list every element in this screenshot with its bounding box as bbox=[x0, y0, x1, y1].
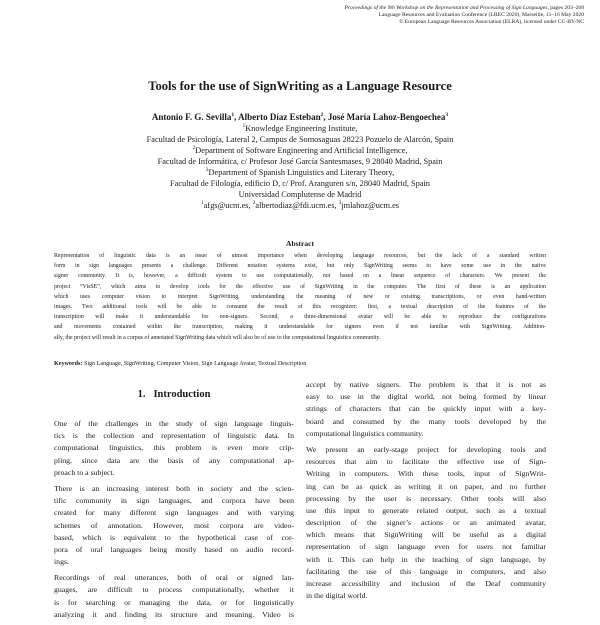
text-line: with it. This can help in the teaching of sign language, by bbox=[306, 554, 546, 564]
text-line: based, which is equivalent to the hypothetical case of cor- bbox=[54, 532, 294, 542]
paragraph bbox=[54, 572, 294, 621]
abstract-line: form in sign languages presents a challenge. Different notation systems exist, but only SignWriting seems to have some use in the native bbox=[54, 263, 546, 270]
affiliation-2 bbox=[0, 145, 600, 156]
affiliation-3-sup: 3 bbox=[205, 167, 209, 174]
affiliation-1 bbox=[0, 123, 600, 134]
email-2-sup: 2 bbox=[252, 200, 256, 207]
keywords-label: Keywords: bbox=[54, 361, 83, 367]
text-line: created for many different sign languages and with varying bbox=[54, 508, 294, 518]
left-column bbox=[54, 418, 294, 625]
author-1: Antonio F. G. Sevilla bbox=[151, 112, 232, 122]
abstract-heading: Abstract bbox=[286, 239, 314, 248]
text-line: Recordings of real utterances, both of oral or signed lan- bbox=[54, 573, 294, 583]
affiliation-2-sup: 2 bbox=[192, 145, 196, 152]
proceedings-header bbox=[144, 5, 584, 27]
text-line: easy to use in the digital world, not being formed by linear bbox=[306, 392, 546, 402]
text-line: increase accessibility and inclusion of the Deaf community bbox=[306, 579, 546, 588]
text-line: board and consumed by the many tools developed by the bbox=[306, 416, 546, 426]
text-line: use this input to generate related output, such as a textual bbox=[306, 505, 546, 515]
affiliation-1-name: Knowledge Engineering Institute, bbox=[245, 124, 358, 133]
author-block bbox=[0, 112, 600, 211]
text-line: tics is the collection and representation of linguistic data. In bbox=[54, 431, 294, 441]
affiliation-3-university: Universidad Complutense de Madrid bbox=[238, 190, 362, 199]
text-line: We present an early-stage project for developing tools and bbox=[306, 444, 546, 454]
text-line: representation of sign language even for users not familiar bbox=[306, 542, 546, 552]
text-line: proach to a subject. bbox=[54, 467, 115, 477]
paragraph bbox=[306, 444, 546, 602]
text-line: resources that aim to facilitate the effective use of Sign- bbox=[306, 457, 546, 467]
text-line: description of the signer’s actions or an animated avatar, bbox=[306, 518, 546, 528]
section-heading-introduction bbox=[54, 389, 294, 400]
author-emails bbox=[0, 200, 600, 211]
paragraph bbox=[306, 379, 546, 440]
text-line: ings. bbox=[54, 557, 69, 567]
abstract-line: and movements contained within the transcription, making it understandable for signers even if not familiar with SignWriting. Addition- bbox=[54, 324, 546, 331]
abstract-line: ally, the project will result in a corpus of annotated SignWriting data which will also be of use to the computational linguistics community. bbox=[54, 334, 381, 341]
affiliation-3 bbox=[0, 167, 600, 178]
abstract-line: which uses computer vision to interpret SignWriting, understanding the meaning of new or existing transcriptions, or even hand-written bbox=[54, 293, 546, 300]
paragraph bbox=[54, 483, 294, 568]
section-number: 1. bbox=[137, 389, 146, 400]
author-3-sup: 3 bbox=[445, 112, 449, 118]
text-line: tific community in sign languages, and corpora have been bbox=[54, 496, 294, 506]
keywords bbox=[54, 361, 546, 367]
email-1-sup: 1 bbox=[201, 200, 204, 207]
author-2-sup: 2 bbox=[320, 112, 324, 118]
affiliation-1-sup: 1 bbox=[242, 123, 246, 130]
text-line: computational linguistics, this problem is even more crip- bbox=[54, 443, 294, 453]
right-column bbox=[306, 379, 546, 606]
author-2: , Alberto Díaz Esteban bbox=[234, 112, 321, 122]
affiliation-3-name: Department of Spanish Linguistics and Literary Theory, bbox=[208, 168, 395, 177]
paragraph bbox=[54, 418, 294, 479]
text-line: ing can be as quick as writing it on paper, and no further bbox=[306, 481, 546, 491]
text-line: guages, are difficult to process computationally, whether it bbox=[54, 585, 294, 595]
keywords-list: Sign Language, SignWriting, Computer Vision, Sign Language Avatar, Textual Description bbox=[82, 361, 307, 367]
header-line-2: Language Resources and Evaluation Conference (LREC 2020), Marseille, 11–16 May 2020 bbox=[378, 12, 584, 19]
email-3[interactable]: jmlahoz@ucm.es bbox=[341, 201, 399, 210]
text-line: is for searching or managing the data, or for linguistically bbox=[54, 597, 294, 607]
email-1[interactable]: afgs@ucm.es, bbox=[203, 201, 253, 210]
text-line: There is an increasing interest both in society and the scien- bbox=[54, 483, 294, 493]
header-pages: , pages 203–208 bbox=[547, 5, 584, 11]
text-line: One of the challenges in the study of sign language linguis- bbox=[54, 419, 294, 428]
text-line: computational linguistics community. bbox=[306, 428, 424, 438]
abstract-text bbox=[54, 251, 546, 343]
text-line: accept by native signers. The problem is that it is not as bbox=[306, 380, 546, 389]
section-title: Introduction bbox=[153, 389, 211, 400]
affiliation-2-name: Department of Software Engineering and Artificial Intelligence, bbox=[195, 146, 408, 155]
author-3: , José María Lahoz-Bengoechea bbox=[323, 112, 446, 122]
abstract-line: transcription will make it understandable for non-signers. Second, a three-dimensional avatar will be able to reproduce the configurations bbox=[54, 314, 546, 321]
text-line: pora of oral languages being mostly based on audio record- bbox=[54, 544, 294, 554]
text-line: which means that SignWriting will be useful as a digital bbox=[306, 530, 546, 540]
affiliation-3-address: Facultad de Filología, edificio D, c/ Prof. Aranguren s/n, 28040 Madrid, Spain bbox=[170, 179, 430, 188]
affiliation-2-address: Facultad de Informática, c/ Profesor José García Santesmases, 9 28040 Madrid, Spain bbox=[157, 157, 443, 166]
text-line: strings of characters that can be quickly input with a key- bbox=[306, 404, 546, 414]
affiliation-1-address: Facultad de Psicología, Lateral 2, Campus de Somosaguas 28223 Pozuelo de Alarcón, Spain bbox=[146, 135, 454, 144]
abstract-line: signer community. It is, however, a difficult system to use computationally, not based on a linear sequence of characters. We present the bbox=[54, 273, 546, 280]
abstract-line: images. Two additional tools will be able to consume the result of this recognizer: first, a textual description of the features of the bbox=[54, 304, 546, 311]
text-line: Writing in computers. With these tools, input of SignWrit- bbox=[306, 469, 546, 479]
abstract-line: project “VisSE”, which aims to develop tools for the effective use of SignWriting in the computer. The first of these is an application bbox=[54, 283, 546, 290]
header-line-3: © European Language Resources Association (ELRA), licensed under CC-BY-NC bbox=[399, 19, 584, 26]
text-line: analyzing it and finding its structure and meaning. Video is bbox=[54, 609, 294, 619]
text-line: facilitating the use of this language in computers, and also bbox=[306, 566, 546, 576]
text-line: pling, since data are the basis of any computational ap- bbox=[54, 455, 294, 465]
paper-title: Tools for the use of SignWriting as a Language Resource bbox=[148, 79, 452, 93]
text-line: schemes of annotation. However, most corpora are video- bbox=[54, 520, 294, 530]
email-2[interactable]: albertodiaz@fdi.ucm.es, bbox=[255, 201, 339, 210]
text-line: processing by the user is necessary. Other tools will also bbox=[306, 493, 546, 503]
text-line: in the digital world. bbox=[306, 591, 368, 601]
author-1-sup: 1 bbox=[231, 112, 235, 118]
header-proceedings-title: Proceedings of the 9th Workshop on the Representation and Processing of Sign Languages bbox=[344, 5, 548, 11]
abstract-line: Representation of linguistic data is an issue of utmost importance when developing language resources, but the lack of a standard written bbox=[54, 253, 546, 259]
email-3-sup: 3 bbox=[338, 200, 342, 207]
author-names bbox=[0, 112, 600, 123]
